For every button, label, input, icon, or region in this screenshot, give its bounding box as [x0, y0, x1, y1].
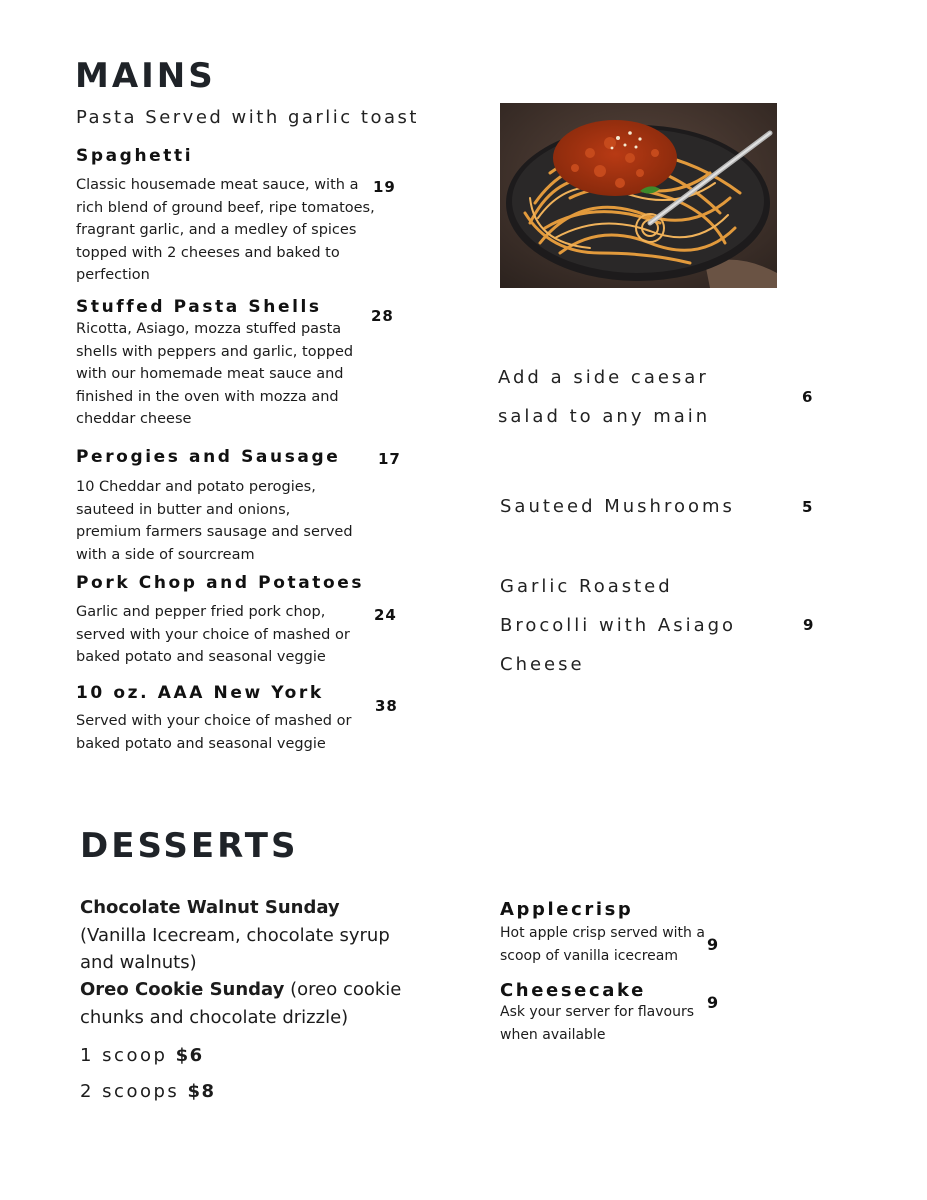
main-item-name: Stuffed Pasta Shells: [76, 297, 322, 317]
dessert-sundae-name: Oreo Cookie Sunday: [80, 979, 285, 1000]
dessert-item-desc: Ask your server for flavours when available: [500, 1004, 694, 1043]
dessert-item-price: 9: [707, 993, 720, 1012]
dessert-sundae-desc: (oreo cookie chunks and chocolate drizzle): [80, 979, 402, 1028]
main-item-price: 28: [371, 307, 394, 325]
dessert-item-desc: Hot apple crisp served with a scoop of vanilla icecream: [500, 925, 705, 964]
main-item-price: 38: [375, 697, 398, 715]
dessert-sundae-desc: (Vanilla Icecream, chocolate syrup and walnuts): [80, 924, 390, 973]
side-item-name: Sauteed Mushrooms: [500, 496, 735, 517]
dessert-sundae: [80, 976, 410, 1031]
desserts-title: DESSERTS: [80, 826, 299, 866]
main-item-name: Pork Chop and Potatoes: [76, 573, 365, 593]
scoop-label: 2 scoops: [80, 1081, 188, 1102]
scoop-label: 1 scoop: [80, 1045, 176, 1066]
scoop-price-row: [80, 1081, 216, 1102]
main-item-desc: 10 Cheddar and potato perogies, sauteed in butter and onions, premium farmers sausage and served with a side of sourcream: [76, 479, 353, 563]
dessert-sundae: [80, 894, 410, 977]
dessert-sundae-name: Chocolate Walnut Sunday: [80, 897, 340, 918]
main-item-name: Spaghetti: [76, 146, 194, 166]
dessert-item-price: 9: [707, 935, 720, 954]
main-item-price: 24: [374, 606, 397, 624]
side-item-price: 9: [803, 616, 815, 634]
main-item-name: 10 oz. AAA New York: [76, 683, 324, 703]
spaghetti-photo-icon: [500, 103, 777, 288]
side-item-price: 6: [802, 388, 814, 406]
main-item-price: 17: [378, 450, 401, 468]
side-item-price: 5: [802, 498, 814, 516]
side-item-name: Garlic Roasted Brocolli with Asiago Cheese: [500, 576, 737, 675]
mains-title: MAINS: [75, 56, 216, 96]
main-item-desc: Served with your choice of mashed or baked potato and seasonal veggie: [76, 713, 352, 752]
dessert-item-name: Cheesecake: [500, 980, 646, 1001]
scoop-price-row: [80, 1045, 204, 1066]
main-item-desc: Classic housemade meat sauce, with a rich blend of ground beef, ripe tomatoes, fragrant garlic, and a medley of spices topped with 2 cheeses and baked to perfection: [76, 177, 375, 284]
scoop-price: $6: [175, 1045, 204, 1066]
side-item-name: Add a side caesar salad to any main: [498, 367, 711, 427]
main-item-price: 19: [373, 178, 396, 196]
main-item-desc: Garlic and pepper fried pork chop, served with your choice of mashed or baked potato and seasonal veggie: [76, 604, 350, 666]
mains-subtitle: Pasta Served with garlic toast: [76, 107, 419, 128]
main-item-desc: Ricotta, Asiago, mozza stuffed pasta shells with peppers and garlic, topped with our homemade meat sauce and finished in the oven with mozza and cheddar cheese: [76, 321, 354, 428]
scoop-price: $8: [187, 1081, 216, 1102]
dessert-item-name: Applecrisp: [500, 899, 634, 920]
main-item-name: Perogies and Sausage: [76, 447, 341, 467]
spaghetti-photo: [500, 103, 777, 288]
